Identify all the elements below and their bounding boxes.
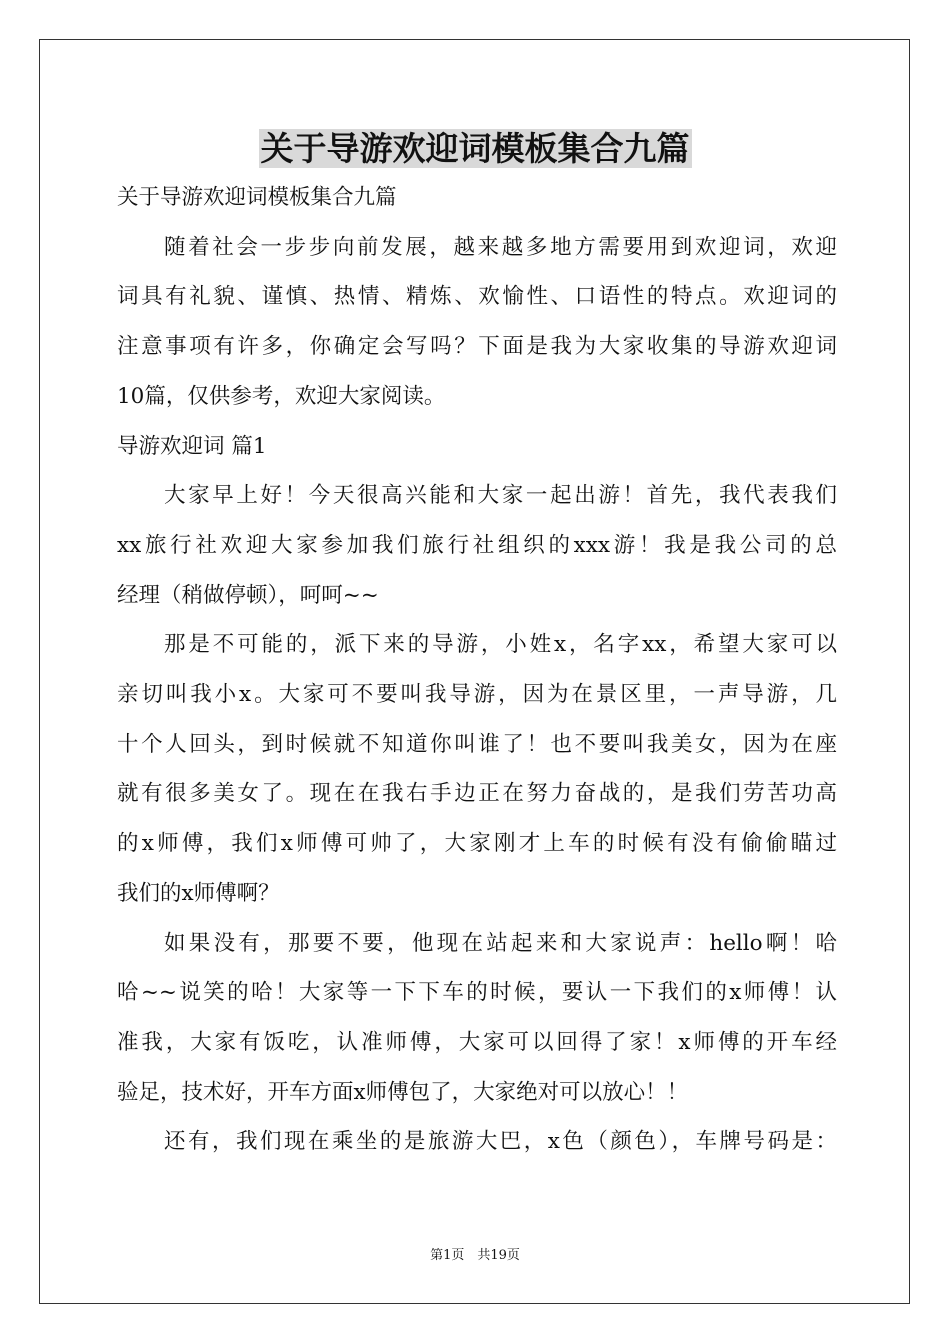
text-line: 准我，大家有饭吃，认准师傅，大家可以回得了家！x师傅的开车经 — [117, 1029, 837, 1055]
text-line: 我们的x师傅啊？ — [117, 880, 280, 906]
page-title — [0, 126, 950, 172]
text-line: 哈~~说笑的哈！大家等一下下车的时候，要认一下我们的x师傅！认 — [117, 980, 837, 1006]
text-line: 还有，我们现在乘坐的是旅游大巴，x色（颜色），车牌号码是： — [164, 1129, 837, 1155]
text-line: 就有很多美女了。现在在我右手边正在努力奋战的，是我们劳苦功高 — [117, 781, 837, 807]
text-line: 导游欢迎词 篇1 — [117, 433, 267, 459]
page-footer: 第1页 共19页 — [430, 1248, 520, 1263]
text-line: 大家早上好！今天很高兴能和大家一起出游！首先，我代表我们 — [164, 483, 837, 509]
text-line: 词具有礼貌、谨慎、热情、精炼、欢愉性、口语性的特点。欢迎词的 — [117, 284, 837, 310]
text-line: 亲切叫我小x。大家可不要叫我导游，因为在景区里，一声导游，几 — [117, 682, 837, 707]
text-line: 的x师傅，我们x师傅可帅了，大家刚才上车的时候有没有偷偷瞄过 — [117, 831, 837, 857]
text-line: 那是不可能的，派下来的导游，小姓x，名字xx，希望大家可以 — [164, 632, 837, 658]
page-title-text: 关于导游欢迎词模板集合九篇 — [260, 129, 690, 168]
text-line: 经理（稍做停顿），呵呵~~ — [117, 582, 379, 608]
text-line: 随着社会一步步向前发展，越来越多地方需要用到欢迎词，欢迎 — [164, 234, 837, 260]
text-line: 如果没有，那要不要，他现在站起来和大家说声：hello啊！哈 — [164, 930, 837, 956]
text-line: xx旅行社欢迎大家参加我们旅行社组织的xxx游！我是我公司的总 — [117, 532, 837, 558]
text-line: 关于导游欢迎词模板集合九篇 — [117, 185, 397, 210]
text-line: 验足，技术好，开车方面x师傅包了，大家绝对可以放心！！ — [117, 1079, 689, 1105]
text-line: 十个人回头，到时候就不知道你叫谁了！也不要叫我美女，因为在座 — [117, 731, 837, 757]
text-line: 注意事项有许多，你确定会写吗？下面是我为大家收集的导游欢迎词 — [117, 334, 837, 360]
text-line: 10篇，仅供参考，欢迎大家阅读。 — [117, 383, 446, 409]
